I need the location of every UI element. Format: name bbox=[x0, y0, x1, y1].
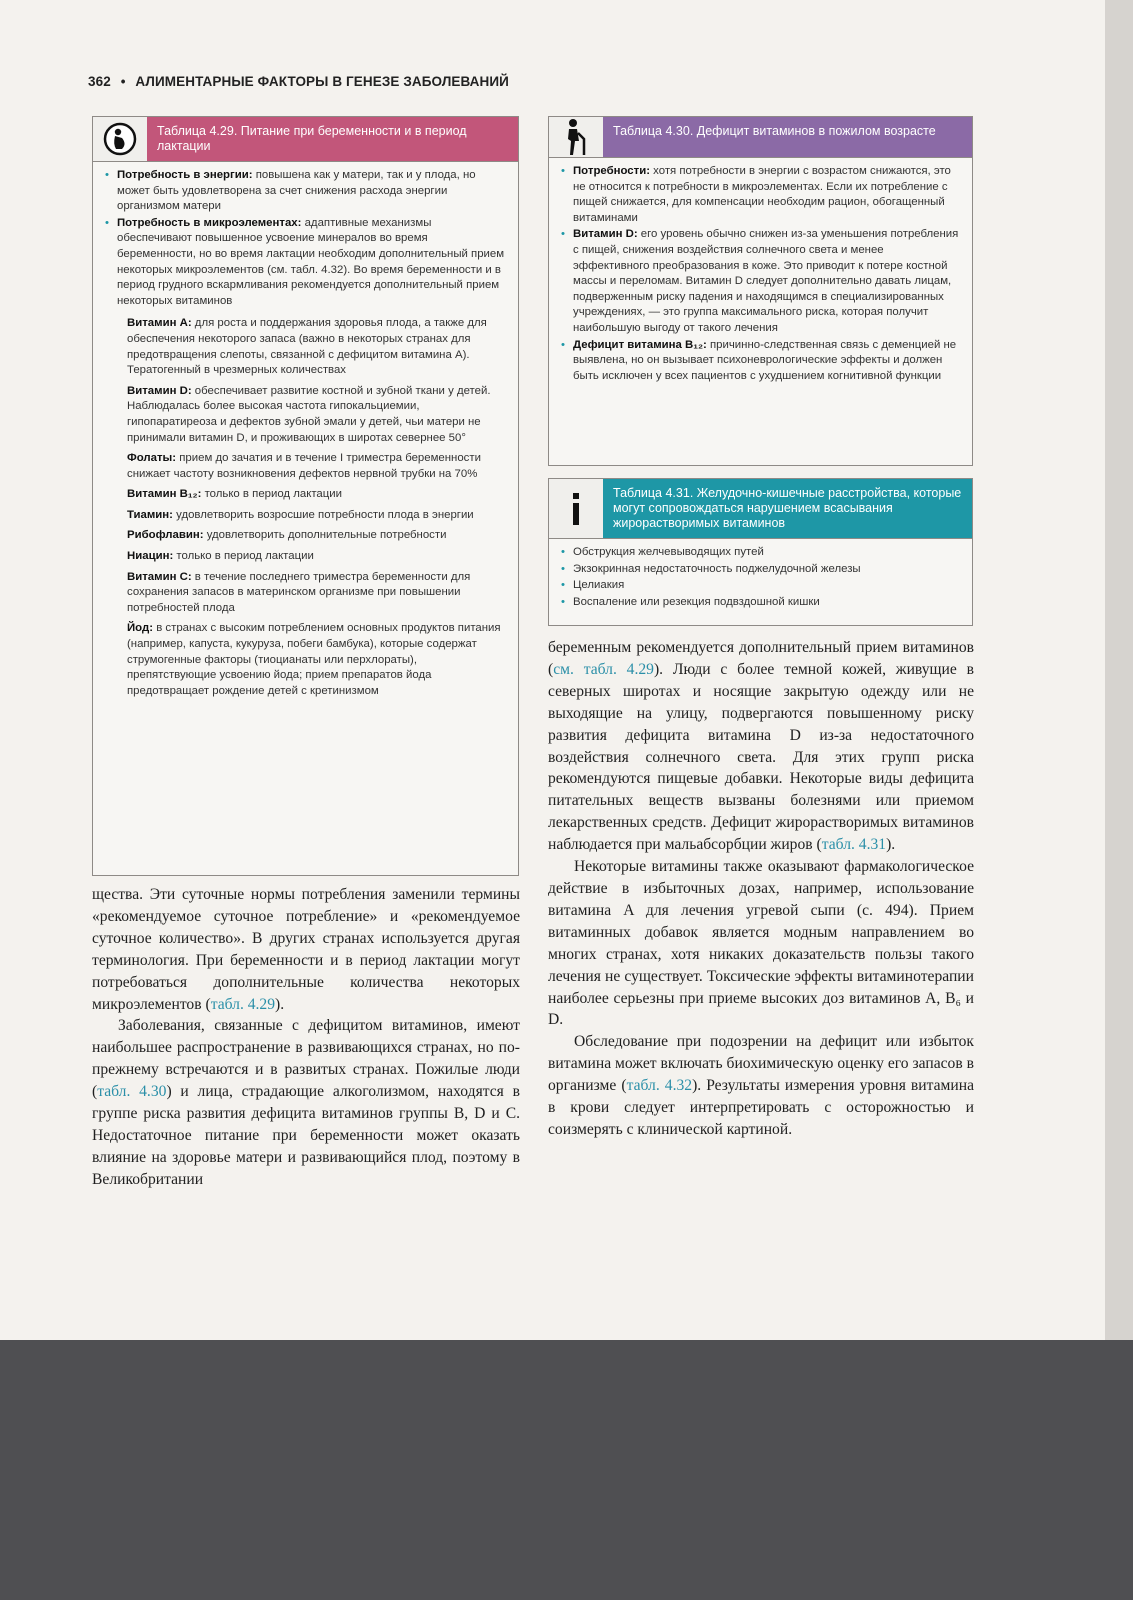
table-reference-link[interactable]: табл. 4.32 bbox=[626, 1077, 693, 1095]
table-4-30-list bbox=[549, 158, 972, 391]
list-item: • Потребности: хотя потребности в энергии с возрастом снижаются, это не относится к потребности в микроэлементах. Если их потребление с пищей снижается, для компенсации необходим рацион, обогащенный витаминами bbox=[559, 164, 962, 226]
paragraph: беременным рекомендуется дополнительный прием витаминов (см. табл. 4.29). Люди с более темной кожей, живущие в северных широтах и носящие закрытую одежду или не выходящие на улицу, подвергаются повышенному риску развития дефицита витамина D из-за недостаточного воздействия солнечного света. Для этих групп риска рекомендуются пищевые добавки. Некоторые виды дефицита питательных веществ вызваны болезнями или приемом лекарственных средств. Дефицит жирорастворимых витаминов наблюдается при мальабсорбции жиров (табл. 4.31). bbox=[548, 639, 974, 854]
table-4-29-vitamins bbox=[93, 316, 518, 710]
list-item: • Экзокринная недостаточность поджелудочной железы bbox=[559, 562, 962, 578]
table-4-31-header bbox=[549, 479, 972, 539]
list-item: • Целиакия bbox=[559, 578, 962, 594]
list-item: Витамин D: обеспечивает развитие костной и зубной ткани у детей. Наблюдалась более высокая частота гипокальциемии, гипопаратиреоза и дефектов зубной эмали у детей, чьи матери не принимали витамин D, и проживающих в широтах севернее 50° bbox=[127, 384, 491, 444]
list-item: • Дефицит витамина B₁₂: причинно-следственная связь с деменцией не выявлена, но он вызывает психоневрологические эффекты и должен быть исключен у всех пациентов с ухудшением когнитивной функции bbox=[559, 338, 962, 385]
paragraph: Некоторые витамины также оказывают фармакологическое действие в избыточных дозах, например, использование витамина A для лечения угревой сыпи (с. 494). Прием витаминных добавок является модным направлением во многих странах, хотя никаких доказательств пользы такого лечения не существует. Токсические эффекты витаминотерапии наиболее серьезны при приеме высоких доз витаминов A, B₆ и D. bbox=[548, 858, 974, 1029]
page-number: 362 bbox=[88, 74, 111, 89]
table-reference-link[interactable]: табл. 4.30 bbox=[97, 1083, 167, 1101]
table-4-31-title: Таблица 4.31. Желудочно-кишечные расстройства, которые могут сопровождаться нарушением всасывания жирорастворимых витаминов bbox=[603, 479, 972, 538]
list-item: • Витамин D: его уровень обычно снижен из-за уменьшения потребления с пищей, снижения воздействия солнечного света и менее эффективного преобразования в коже. Это приводит к потере костной массы и переломам. Витамин D следует дополнительно давать лицам, подверженным риску падения и находящимся в специализированных учреждениях, — это группа максимального риска, которая получит наибольшую выгоду от такого лечения bbox=[559, 227, 962, 336]
header-title: АЛИМЕНТАРНЫЕ ФАКТОРЫ В ГЕНЕЗЕ ЗАБОЛЕВАНИЙ bbox=[135, 74, 509, 89]
list-item: Витамин B₁₂: только в период лактации bbox=[127, 488, 343, 501]
list-item: Витамин С: в течение последнего триместра беременности для сохранения запасов в материнском организме при повышении потребностей плода bbox=[127, 570, 471, 614]
table-4-29-header bbox=[93, 117, 518, 162]
table-reference-link[interactable]: табл. 4.29 bbox=[210, 995, 276, 1013]
table-4-29-list bbox=[93, 162, 518, 316]
paragraph: Обследование при подозрении на дефицит или избыток витамина может включать биохимическую оценку его запасов в организме (табл. 4.32). Результаты измерения уровня витамина в крови следует интерпретировать с осторожностью и соизмерять с клинической картиной. bbox=[548, 1033, 975, 1138]
table-reference-link[interactable]: табл. 4.31 bbox=[821, 836, 887, 854]
table-4-29 bbox=[92, 116, 519, 876]
list-item: Фолаты: прием до зачатия и в течение I триместра беременности снижает частоту возникновения дефектов нервной трубки на 70% bbox=[127, 452, 481, 480]
list-item: Рибофлавин: удовлетворить дополнительные потребности bbox=[127, 529, 447, 542]
table-4-30-header bbox=[549, 117, 972, 158]
list-item: Витамин А: для роста и поддержания здоровья плода, а также для обеспечения некоторого запаса (важно в некоторых странах для предотвращения слепоты, связанной с дефицитом витамина А). Тератогенный в чрезмерных количествах bbox=[127, 317, 487, 377]
table-4-30-title: Таблица 4.30. Дефицит витаминов в пожилом возрасте bbox=[603, 117, 972, 157]
pregnancy-icon bbox=[93, 117, 147, 161]
table-reference-link[interactable]: см. табл. 4.29 bbox=[553, 660, 654, 678]
info-icon bbox=[549, 479, 603, 538]
list-item: Тиамин: удовлетворить возросшие потребности плода в энергии bbox=[127, 508, 474, 521]
elderly-person-icon bbox=[549, 117, 603, 157]
list-item: Йод: в странах с высоким потреблением основных продуктов питания (например, капуста, кукуруза, побеги бамбука), которые содержат струмогенные факторы (тиоцианаты или перхлораты), препятствующие усвоению йода; прием препаратов йода предотвращает рождение детей с кретинизмом bbox=[127, 622, 501, 697]
list-item: • Обструкция желчевыводящих путей bbox=[559, 545, 962, 561]
list-item: • Потребность в энергии: повышена как у матери, так и у плода, но может быть удовлетворена за счет снижения расхода энергии организмом матери bbox=[103, 168, 508, 215]
table-4-31-list bbox=[549, 539, 972, 617]
header-separator: • bbox=[120, 74, 126, 89]
list-item: • Воспаление или резекция подвздошной кишки bbox=[559, 595, 962, 611]
list-item: Ниацин: только в период лактации bbox=[127, 550, 314, 563]
list-item: • Потребность в микроэлементах: адаптивные механизмы обеспечивают повышенное усвоение минералов во время беременности, но во время лактации необходим дополнительный прием некоторых микроэлементов (см. табл. 4.32). Во время беременности и в период грудного вскармливания рекомендуется дополнительный прием некоторых витаминов bbox=[103, 216, 508, 310]
table-4-29-title: Таблица 4.29. Питание при беременности и в период лактации bbox=[147, 117, 518, 161]
running-header bbox=[88, 74, 509, 89]
scanner-background bbox=[0, 1340, 1133, 1600]
page-edge bbox=[1105, 0, 1133, 1340]
left-body-text bbox=[92, 884, 520, 1191]
paragraph: щества. Эти суточные нормы потребления заменили термины «рекомендуемое суточное потребление» и «рекомендуемое суточное количество». В других странах используется другая терминология. При беременности и в период лактации могут потребоваться дополнительные количества некоторых микроэлементов (табл. 4.29). bbox=[92, 886, 520, 1013]
paragraph: Заболевания, связанные с дефицитом витаминов, имеют наибольшее распространение в развивающихся странах, но по-прежнему встречаются и в развитых странах. Пожилые люди (табл. 4.30) и лица, страдающие алкоголизмом, находятся в группе риска развития дефицита витаминов группы B, D и C. Недостаточное питание при беременности может оказать влияние на здоровье матери и развивающийся плод, поэтому в Великобритании bbox=[92, 1017, 521, 1188]
table-4-31 bbox=[548, 478, 973, 626]
table-4-30 bbox=[548, 116, 973, 466]
right-body-text bbox=[548, 637, 974, 1141]
